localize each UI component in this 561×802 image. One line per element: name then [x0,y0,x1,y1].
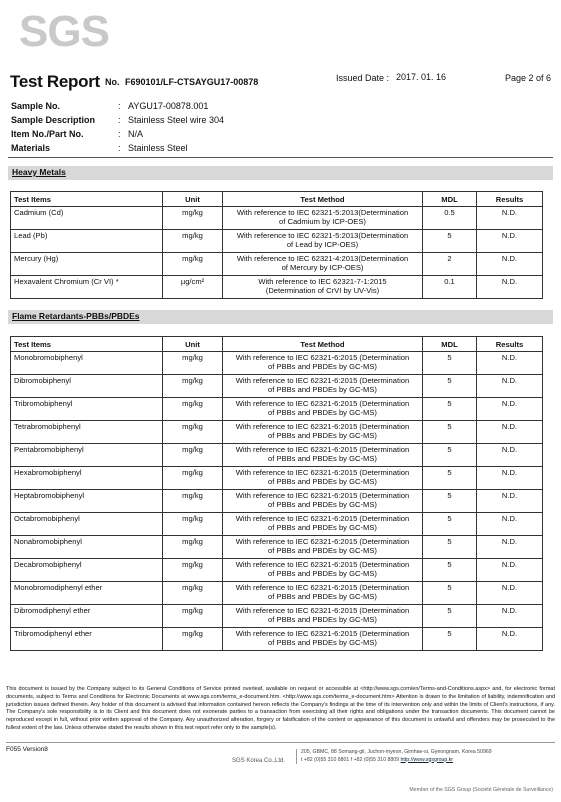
test-item-cell: Tetrabromobiphenyl [11,421,163,444]
unit-cell: mg/kg [163,605,223,628]
result-cell: N.D. [477,375,543,398]
unit-cell: mg/kg [163,536,223,559]
test-item-cell: Decabromobiphenyl [11,559,163,582]
method-line: of PBBs and PBDEs by GC-MS) [268,431,377,440]
result-cell: N.D. [477,352,543,375]
meta-colon: : [118,115,121,125]
col-header-results: Results [477,337,543,352]
meta-label: Sample No. [11,101,61,111]
method-cell [223,230,423,253]
col-header-method: Test Method [223,192,423,207]
unit-cell: mg/kg [163,207,223,230]
section-flame-retardants [8,310,553,324]
table-row [11,276,543,299]
table-row [11,444,543,467]
meta-colon: : [118,129,121,139]
table-row [11,490,543,513]
method-cell [223,582,423,605]
mdl-cell: 5 [423,444,477,467]
test-item-cell: Octabromobiphenyl [11,513,163,536]
method-line: of PBBs and PBDEs by GC-MS) [268,500,377,509]
section-heavy-metals [8,166,553,180]
unit-cell: mg/kg [163,513,223,536]
test-item-cell: Monobromodiphenyl ether [11,582,163,605]
test-item-cell: Hexavalent Chromium (Cr VI) * [11,276,163,299]
sgs-logo [8,6,120,58]
table-row [11,398,543,421]
method-line: With reference to IEC 62321-6:2015 (Determination [235,422,410,431]
sample-info-row [11,99,531,113]
unit-cell: µg/cm² [163,276,223,299]
table-row [11,467,543,490]
result-cell: N.D. [477,421,543,444]
phone-fax: t +82 (0)55 310 8801 f +82 (0)55 310 8809 [301,756,400,763]
method-cell [223,444,423,467]
method-line: With reference to IEC 62321-6:2015 (Determination [235,468,410,477]
table-row [11,559,543,582]
method-line: With reference to IEC 62321-6:2015 (Determination [235,376,410,385]
result-cell: N.D. [477,467,543,490]
method-line: With reference to IEC 62321-6:2015 (Determination [235,353,410,362]
result-cell: N.D. [477,398,543,421]
test-item-cell: Lead (Pb) [11,230,163,253]
result-cell: N.D. [477,582,543,605]
method-cell [223,605,423,628]
meta-value: N/A [128,129,144,139]
table-row [11,230,543,253]
mdl-cell: 0.1 [423,276,477,299]
mdl-cell: 5 [423,398,477,421]
unit-cell: mg/kg [163,352,223,375]
col-header-mdl: MDL [423,192,477,207]
page-number: Page 2 of 6 [504,73,551,83]
sgs-logo-text: SGS [8,6,120,58]
test-item-cell: Mercury (Hg) [11,253,163,276]
method-line: With reference to IEC 62321-6:2015 (Determination [235,583,410,592]
method-line: of PBBs and PBDEs by GC-MS) [268,592,377,601]
method-line: of PBBs and PBDEs by GC-MS) [268,615,377,624]
meta-label: Sample Description [11,115,96,125]
company-address [296,749,492,764]
report-no-value: F690101/LF-CTSAYGU17-00878 [125,77,259,87]
result-cell: N.D. [477,230,543,253]
result-cell: N.D. [477,513,543,536]
table-row [11,207,543,230]
method-line: With reference to IEC 62321-5:2013(Determination [236,208,409,217]
member-note: Member of the SGS Group (Société Générale de Surveillance) [409,787,553,793]
result-cell: N.D. [477,444,543,467]
method-cell [223,352,423,375]
table-row [11,352,543,375]
unit-cell: mg/kg [163,467,223,490]
sample-info [11,99,531,155]
method-line: With reference to IEC 62321-6:2015 (Determination [235,629,410,638]
mdl-cell: 5 [423,230,477,253]
report-title: Test Report [10,72,100,91]
method-line: of PBBs and PBDEs by GC-MS) [268,638,377,647]
method-cell [223,536,423,559]
heavy-metals-rows [11,207,543,299]
mdl-cell: 5 [423,559,477,582]
method-line: of Mercury by ICP-OES) [281,263,364,272]
unit-cell: mg/kg [163,582,223,605]
mdl-cell: 0.5 [423,207,477,230]
result-cell: N.D. [477,605,543,628]
method-cell [223,207,423,230]
unit-cell: mg/kg [163,628,223,651]
test-item-cell: Dibromodiphenyl ether [11,605,163,628]
method-line: of PBBs and PBDEs by GC-MS) [268,385,377,394]
method-cell [223,375,423,398]
mdl-cell: 5 [423,421,477,444]
table-row [11,628,543,651]
method-line: of PBBs and PBDEs by GC-MS) [268,408,377,417]
col-header-method: Test Method [223,337,423,352]
mdl-cell: 5 [423,352,477,375]
report-header [10,72,551,92]
method-line: With reference to IEC 62321-6:2015 (Determination [235,606,410,615]
divider [6,742,555,743]
method-line: With reference to IEC 62321-7-1:2015 [258,277,387,286]
method-line: With reference to IEC 62321-6:2015 (Determination [235,514,410,523]
col-header-items: Test Items [11,192,163,207]
method-cell [223,398,423,421]
result-cell: N.D. [477,536,543,559]
issued-date-label: Issued Date : [336,73,390,83]
mdl-cell: 5 [423,582,477,605]
mdl-cell: 5 [423,536,477,559]
result-cell: N.D. [477,276,543,299]
table-row [11,536,543,559]
col-header-unit: Unit [163,337,223,352]
method-line: With reference to IEC 62321-6:2015 (Determination [235,537,410,546]
sample-info-row [11,141,531,155]
sample-info-row [11,113,531,127]
col-header-results: Results [477,192,543,207]
method-line: With reference to IEC 62321-6:2015 (Determination [235,560,410,569]
section-title: Flame Retardants-PBBs/PBDEs [12,311,140,321]
method-cell [223,513,423,536]
unit-cell: mg/kg [163,375,223,398]
result-cell: N.D. [477,559,543,582]
method-cell [223,276,423,299]
table-row [11,253,543,276]
unit-cell: mg/kg [163,230,223,253]
col-header-unit: Unit [163,192,223,207]
meta-colon: : [118,101,121,111]
method-line: of PBBs and PBDEs by GC-MS) [268,362,377,371]
meta-value: Stainless Steel wire 304 [128,115,225,125]
method-cell [223,467,423,490]
report-no-label: No. [105,77,120,87]
mdl-cell: 5 [423,628,477,651]
method-line: of PBBs and PBDEs by GC-MS) [268,477,377,486]
test-item-cell: Monobromobiphenyl [11,352,163,375]
meta-colon: : [118,143,121,153]
col-header-mdl: MDL [423,337,477,352]
meta-value: Stainless Steel [128,143,188,153]
result-cell: N.D. [477,628,543,651]
table-row [11,421,543,444]
unit-cell: mg/kg [163,559,223,582]
method-line: With reference to IEC 62321-5:2013(Determination [236,231,409,240]
test-item-cell: Dibromobiphenyl [11,375,163,398]
mdl-cell: 5 [423,467,477,490]
unit-cell: mg/kg [163,421,223,444]
meta-value: AYGU17-00878.001 [128,101,209,111]
result-cell: N.D. [477,490,543,513]
test-item-cell: Pentabromobiphenyl [11,444,163,467]
table-header-row [11,337,543,352]
section-title: Heavy Metals [12,167,66,177]
method-line: of Cadmium by ICP-OES) [279,217,366,226]
method-line: of Lead by ICP-OES) [286,240,359,249]
method-line: of PBBs and PBDEs by GC-MS) [268,546,377,555]
flame-retardants-rows [11,352,543,651]
test-item-cell: Tribromodiphenyl ether [11,628,163,651]
address-contact [301,757,492,765]
result-cell: N.D. [477,253,543,276]
table-row [11,375,543,398]
method-cell [223,559,423,582]
method-line: With reference to IEC 62321-4:2013(Determination [236,254,409,263]
method-line: With reference to IEC 62321-6:2015 (Determination [235,491,410,500]
col-header-items: Test Items [11,337,163,352]
method-line: With reference to IEC 62321-6:2015 (Determination [235,399,410,408]
heavy-metals-table [10,191,543,299]
meta-label: Materials [11,143,51,153]
flame-retardants-table [10,336,543,651]
meta-label: Item No./Part No. [11,129,84,139]
unit-cell: mg/kg [163,490,223,513]
sample-info-row [11,127,531,141]
unit-cell: mg/kg [163,444,223,467]
table-row [11,605,543,628]
method-cell [223,628,423,651]
mdl-cell: 2 [423,253,477,276]
method-line: With reference to IEC 62321-6:2015 (Determination [235,445,410,454]
method-cell [223,253,423,276]
test-item-cell: Heptabromobiphenyl [11,490,163,513]
address-line: 205, GBMC, 88 Somang-gil, Juchon-myeon, Gimhae-si, Gyeongnam, Korea 50969 [301,749,492,755]
issued-date-value: 2017. 01. 16 [396,72,447,82]
mdl-cell: 5 [423,513,477,536]
table-header-row [11,192,543,207]
table-row [11,582,543,605]
divider [8,157,553,158]
form-version: F055 Version8 [6,746,48,753]
company-name: SGS Korea Co.,Ltd. [232,758,286,764]
website-link[interactable]: http://www.sgsgroup.kr [400,756,454,763]
disclaimer-text: This document is issued by the Company subject to its General Conditions of Service printed overleaf, available on request or accessible at <http://www.sgs.com/en/Terms-and-Conditions.aspx> and, for electronic format documents, subject to Terms and Conditions for Electronic Documents at www.sgs.com/terms_e-document.htm. <http://www.sgs.com/terms_e-document.htm> Attention is drawn to the limitation of liability, indemnification and jurisdiction issues defined therein. Any holder of this document is advised that information contained hereon reflects the Company's findings at the time of its intervention only and within the limits of Client's instructions, if any. The Company's sole responsibility is to its Client and this document does not exonerate parties to a transaction from exercising all their rights and obligations under the transaction documents. This document cannot be reproduced except in full, without prior written approval of the Company. Any unauthorized alteration, forgery or falsification of the content or appearance of this document is unlawful and offenders may be prosecuted to the fullest extent of the law. Unless otherwise stated the results shown in this test report refer only to the sample(s). [6,686,555,731]
method-line: of PBBs and PBDEs by GC-MS) [268,569,377,578]
table-row [11,513,543,536]
mdl-cell: 5 [423,375,477,398]
mdl-cell: 5 [423,605,477,628]
test-item-cell: Nonabromobiphenyl [11,536,163,559]
test-item-cell: Cadmium (Cd) [11,207,163,230]
mdl-cell: 5 [423,490,477,513]
method-cell [223,421,423,444]
test-item-cell: Tribromobiphenyl [11,398,163,421]
test-item-cell: Hexabromobiphenyl [11,467,163,490]
result-cell: N.D. [477,207,543,230]
method-line: of PBBs and PBDEs by GC-MS) [268,454,377,463]
method-line: of PBBs and PBDEs by GC-MS) [268,523,377,532]
unit-cell: mg/kg [163,398,223,421]
method-line: (Determination of CrVI by UV-Vis) [265,286,380,295]
method-cell [223,490,423,513]
unit-cell: mg/kg [163,253,223,276]
